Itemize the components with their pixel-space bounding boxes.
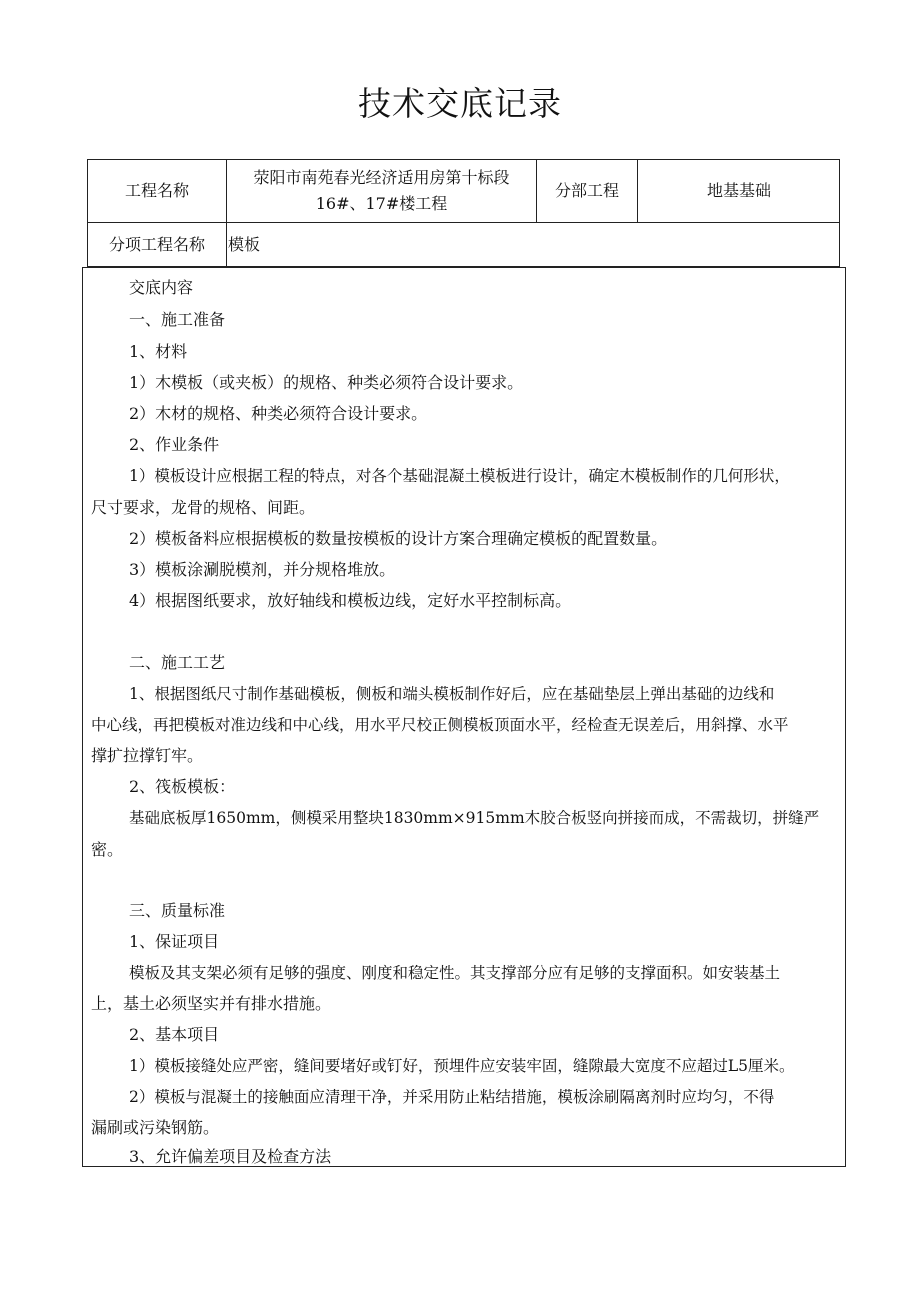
content-line: 2）模板与混凝土的接触面应清理干净，并采用防止粘结措施，模板涂刷隔离剂时应均匀，不得 [129, 1088, 775, 1106]
section-heading: 二、施工工艺 [129, 653, 226, 672]
content-line: 基础底板厚1650mm，侧模采用整块1830mm×915mm木胶合板竖向拼接而成，不需裁切，拼缝严 [129, 809, 820, 827]
content-line: 模板及其支架必须有足够的强度、刚度和稳定性。其支撑部分应有足够的支撑面积。如安装基土 [129, 964, 781, 982]
subsection-heading: 2、作业条件 [129, 435, 220, 454]
content-line: 4）根据图纸要求，放好轴线和模板边线，定好水平控制标高。 [129, 591, 572, 610]
disclosure-content-box [82, 267, 846, 1167]
content-line: 2）木材的规格、种类必须符合设计要求。 [129, 404, 428, 423]
subsection-heading: 1、材料 [129, 342, 188, 361]
content-line: 撑扩拉撑钉牢。 [91, 746, 204, 765]
content-line: 尺寸要求，龙骨的规格、间距。 [91, 498, 316, 517]
content-line: 1）模板设计应根据工程的特点，对各个基础混凝土模板进行设计，确定木模板制作的几何形状， [129, 467, 790, 485]
project-name-value [227, 160, 536, 222]
content-line: 密。 [91, 840, 124, 859]
content-line: 2）模板备料应根据模板的数量按模板的设计方案合理确定模板的配置数量。 [129, 529, 668, 548]
content-line: 1、根据图纸尺寸制作基础模板，侧板和端头模板制作好后，应在基础垫层上弹出基础的边线和 [129, 685, 775, 703]
section-heading: 一、施工准备 [129, 310, 226, 329]
content-line: 1）木模板（或夹板）的规格、种类必须符合设计要求。 [129, 373, 524, 392]
division-label: 分部工程 [554, 181, 619, 200]
project-name-line-2: 16#、17#楼工程 [315, 194, 448, 213]
subsection-heading: 3、允许偏差项目及检查方法 [129, 1147, 332, 1166]
project-name-line-1: 荥阳市南苑春光经济适用房第十标段 [253, 168, 510, 187]
section-heading: 三、质量标准 [129, 901, 226, 920]
content-line: 中心线，再把模板对准边线和中心线，用水平尺校正侧模板顶面水平，经检查无误差后，用斜撑、水平 [91, 716, 789, 734]
content-line: 漏刷或污染钢筋。 [91, 1118, 220, 1137]
subsection-heading: 2、筏板模板： [129, 777, 236, 796]
subitem-label: 分项工程名称 [108, 235, 205, 254]
content-line: 1）模板接缝处应严密，缝间要堵好或钉好，预埋件应安装牢固，缝隙最大宽度不应超过L5厘米。 [129, 1057, 795, 1075]
content-heading: 交底内容 [129, 278, 194, 297]
division-value: 地基基础 [706, 181, 771, 200]
content-line: 3）模板涂涮脱模剂，并分规格堆放。 [129, 560, 396, 579]
subitem-value: 模板 [228, 235, 261, 254]
content-line: 上，基土必须坚实并有排水措施。 [91, 994, 332, 1013]
document-title: 技术交底记录 [358, 84, 562, 123]
subsection-heading: 2、基本项目 [129, 1025, 220, 1044]
subsection-heading: 1、保证项目 [129, 932, 220, 951]
project-name-label: 工程名称 [124, 181, 189, 200]
header-table [87, 159, 840, 267]
